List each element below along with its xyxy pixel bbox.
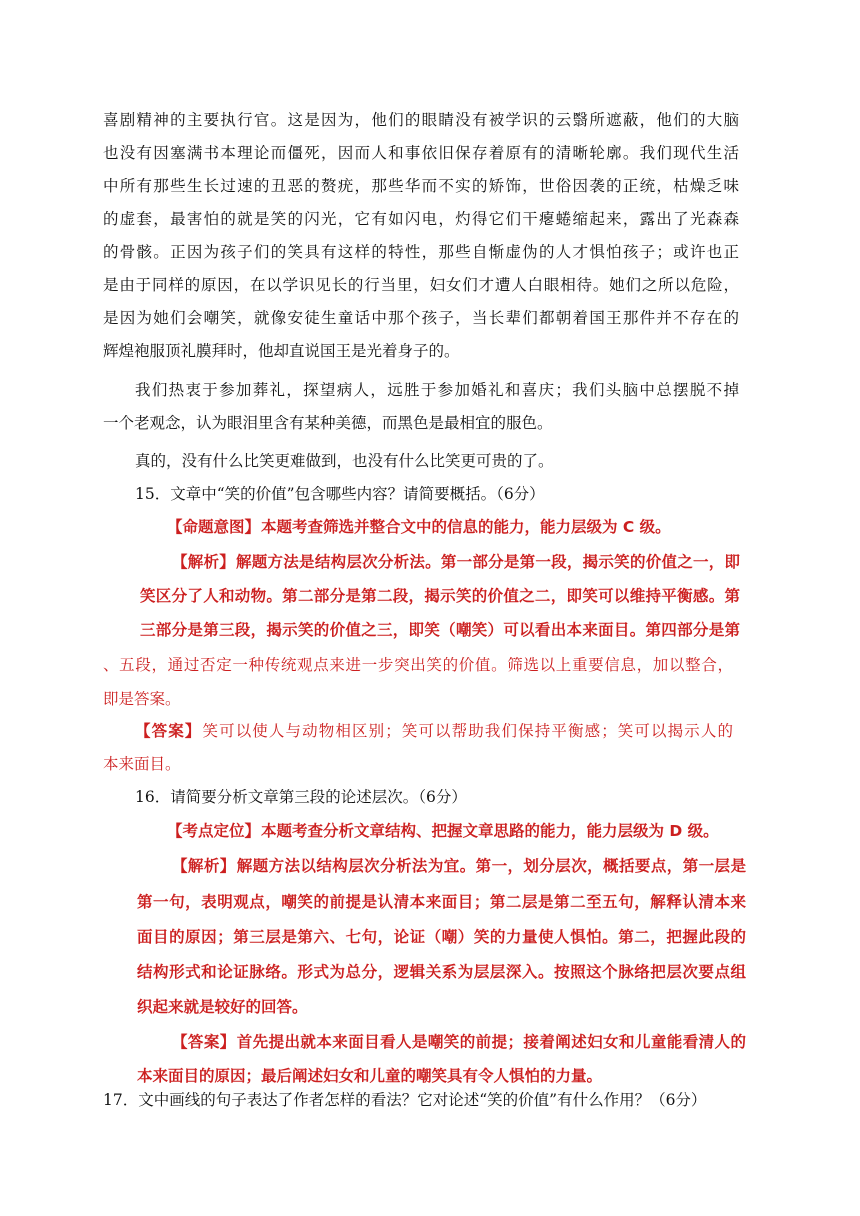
passage-line: 的骨骸。正因为孩子们的笑具有这样的特性，那些自惭虚伪的人才惧怕孩子；或许也正 (103, 243, 739, 261)
question-17: 17．文中画线的句子表达了作者怎样的看法？它对论述“笑的价值”有什么作用？（6分） (103, 1091, 707, 1109)
passage-line: 辉煌袍服顶礼膜拜时，他却直说国王是光着身子的。 (103, 342, 460, 360)
q16-analysis-line: 结构形式和论证脉络。形式为总分，逻辑关系为层层深入。按照这个脉络把层次要点组 (137, 963, 746, 981)
answer-tag: 【答案】 (135, 721, 202, 740)
passage-line: 中所有那些生长过速的丑恶的赘疣，那些华而不实的矫饰，世俗因袭的正统，枯燥乏味 (103, 177, 739, 195)
analysis-tag: 【解析】 (172, 553, 236, 571)
passage-line: 一个老观念，认为眼泪里含有某种美德，而黑色是最相宜的服色。 (103, 414, 553, 432)
point-tag: 【考点定位】 (167, 822, 261, 840)
q16-analysis-line: 【解析】解题方法以结构层次分析法为宜。第一，划分层次，概括要点，第一层是 (172, 857, 746, 875)
q15-analysis-line: 笑区分了人和动物。第二部分是第二段，揭示笑的价值之二，即笑可以维持平衡感。第 (140, 587, 740, 605)
question-15: 15．文章中“笑的价值”包含哪些内容？请简要概括。（6分） (135, 485, 545, 503)
passage-line: 真的，没有什么比笑更难做到，也没有什么比笑更可贵的了。 (135, 452, 554, 470)
q15-analysis-line: 三部分是第三段，揭示笑的价值之三，即笑（嘲笑）可以看出本来面目。第四部分是第 (140, 621, 740, 639)
intent-tag: 【命题意图】 (167, 518, 261, 536)
q15-answer-line: 本来面目。 (103, 755, 181, 773)
q16-answer-line: 本来面目的原因；最后阐述妇女和儿童的嘲笑具有令人惧怕的力量。 (137, 1067, 603, 1085)
q16-analysis-line: 面目的原因；第三层是第六、七句，论证（嘲）笑的力量使人惧怕。第二，把握此段的 (137, 928, 746, 946)
q16-answer-line: 【答案】首先提出就本来面目看人是嘲笑的前提；接着阐述妇女和儿童能看清人的 (172, 1033, 746, 1051)
question-16: 16．请简要分析文章第三段的论述层次。（6分） (135, 788, 467, 806)
passage-line: 也没有因塞满书本理论而僵死，因而人和事依旧保存着原有的清晰轮廓。我们现代生活 (103, 144, 739, 162)
passage-line: 是由于同样的原因，在以学识见长的行当里，妇女们才遭人白眼相待。她们之所以危险， (103, 276, 739, 294)
q15-analysis-line: 即是答案。 (103, 690, 181, 708)
intent-text: 本题考查筛选并整合文中的信息的能力，能力层级为 C 级。 (261, 518, 671, 536)
passage-line: 是因为她们会嘲笑，就像安徒生童话中那个孩子，当长辈们都朝着国王那件并不存在的 (103, 309, 739, 327)
passage-line: 的虚套，最害怕的就是笑的闪光，它有如闪电，灼得它们干瘪蜷缩起来，露出了光森森 (103, 210, 739, 228)
analysis-tag: 【解析】 (172, 857, 236, 875)
q15-intent (167, 517, 671, 537)
answer-tag: 【答案】 (172, 1033, 236, 1051)
q15-analysis-line: 【解析】解题方法是结构层次分析法。第一部分是第一段，揭示笑的价值之一，即 (172, 553, 740, 571)
q16-analysis-line: 织起来就是较好的回答。 (137, 998, 308, 1016)
point-text: 本题考查分析文章结构、把握文章思路的能力，能力层级为 D 级。 (261, 822, 719, 840)
q16-point (167, 821, 719, 841)
q15-analysis-line: 、五段，通过否定一种传统观点来进一步突出笑的价值。筛选以上重要信息，加以整合， (103, 656, 733, 674)
passage-line: 喜剧精神的主要执行官。这是因为，他们的眼睛没有被学识的云翳所遮蔽，他们的大脑 (103, 111, 739, 129)
q16-analysis-line: 第一句，表明观点，嘲笑的前提是认清本来面目；第二层是第二至五句，解释认清本来 (137, 893, 746, 911)
passage-line: 我们热衷于参加葬礼，探望病人，远胜于参加婚礼和喜庆；我们头脑中总摆脱不掉 (135, 381, 739, 399)
q15-answer-line: 【答案】笑可以使人与动物相区别；笑可以帮助我们保持平衡感；笑可以揭示人的 (135, 721, 733, 740)
